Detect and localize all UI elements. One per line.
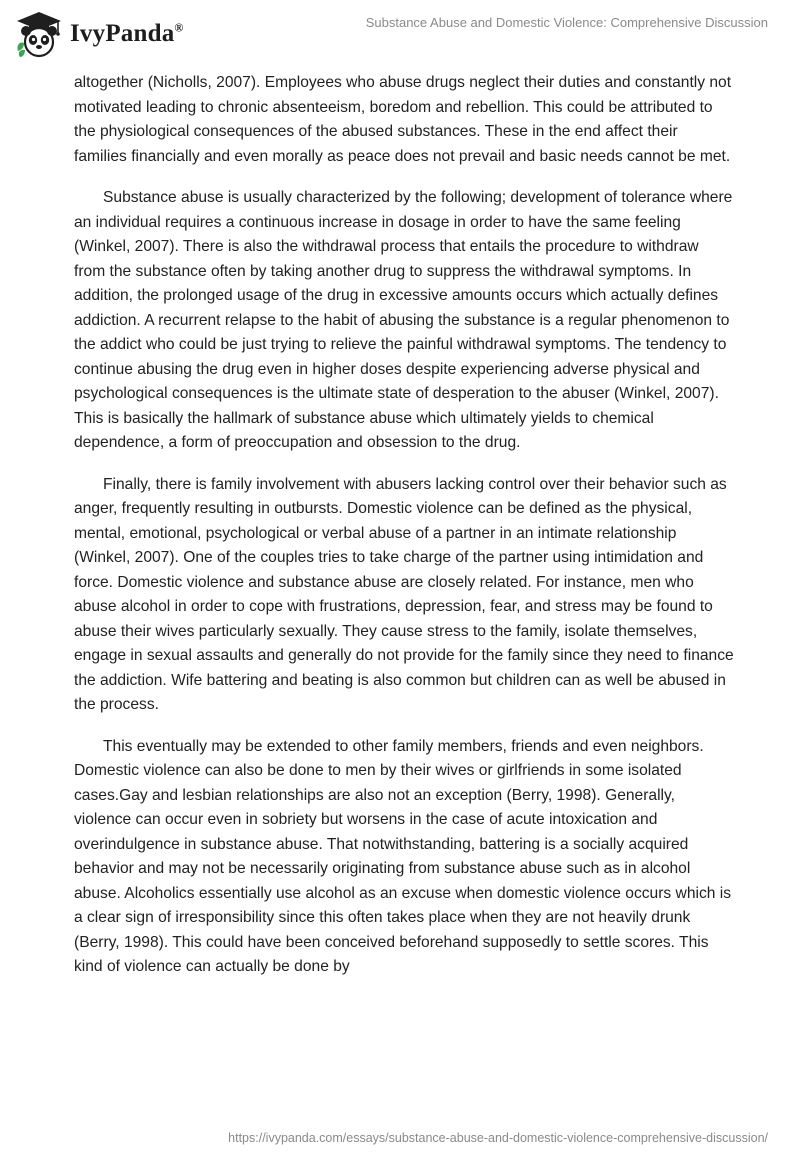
source-url[interactable]: https://ivypanda.com/essays/substance-abuse-and-domestic-violence-comprehensive-discussion/ — [228, 1131, 768, 1145]
brand-name — [70, 20, 184, 48]
paragraph: This eventually may be extended to other family members, friends and even neighbors. Domestic violence can also be done to men by their wives or girlfriends in some isolated cases.Gay and lesbian relationships are also not an exception (Berry, 1998). Generally, violence can occur even in sobriety but worsens in the case of acute intoxication and overindulgence in substance abuse. That notwithstanding, battering is a socially acquired behavior and may not be necessarily originating from substance abuse such as in alcohol abuse. Alcoholics essentially use alcohol as an excuse when domestic violence occurs which is a clear sign of irresponsibility since this often takes place when they are not heavily drunk (Berry, 1998). This could have been conceived beforehand supposedly to settle scores. This kind of violence can actually be done by — [74, 737, 732, 975]
essay-body — [74, 71, 734, 997]
document-title: Substance Abuse and Domestic Violence: Comprehensive Discussion — [365, 15, 768, 30]
page-header — [0, 0, 800, 70]
panda-graduate-icon — [14, 9, 64, 59]
registered-mark: ® — [174, 20, 184, 35]
paragraph: Finally, there is family involvement with abusers lacking control over their behavior such as anger, frequently resulting in outbursts. Domestic violence can be defined as the physical, mental, emotional, psychological or verbal abuse of a partner in an intimate relationship (Winkel, 2007). One of the couples tries to take charge of the partner using intimidation and force. Domestic violence and substance abuse are closely related. For instance, men who abuse alcohol in order to cope with frustrations, depression, fear, and stress may be found to abuse their wives particularly sexually. They cause stress to the family, isolate themselves, engage in sexual assaults and generally do not provide for the family since they need to finance the addiction. Wife battering and beating is also common but children can as well be abused in the process. — [74, 475, 734, 713]
paragraph: altogether (Nicholls, 2007). Employees who abuse drugs neglect their duties and constantly not motivated leading to chronic absenteeism, boredom and rebellion. This could be attributed to the physiological consequences of the abused substances. These in the end affect their families financially and even morally as peace does not prevail and basic needs cannot be met. — [74, 74, 732, 165]
brand-name-text: IvyPanda — [70, 20, 175, 47]
paragraph: Substance abuse is usually characterized by the following; development of tolerance where an individual requires a continuous increase in dosage in order to have the same feeling (Winkel, 2007). There is also the withdrawal process that entails the procedure to withdraw from the substance often by taking another drug to suppress the withdrawal symptoms. In addition, the prolonged usage of the drug in excessive amounts occurs which actually defines addiction. A recurrent relapse to the habit of abusing the substance is a regular phenomenon to the addict who could be just trying to relieve the painful withdrawal symptoms. The tendency to continue abusing the drug even in higher doses despite experiencing adverse physical and psychological consequences is the ultimate state of desperation to the abuser (Winkel, 2007). This is basically the hallmark of substance abuse which ultimately yields to chemical dependence, a form of preoccupation and obsession to the drug. — [74, 189, 733, 451]
brand-logo[interactable] — [14, 9, 184, 59]
